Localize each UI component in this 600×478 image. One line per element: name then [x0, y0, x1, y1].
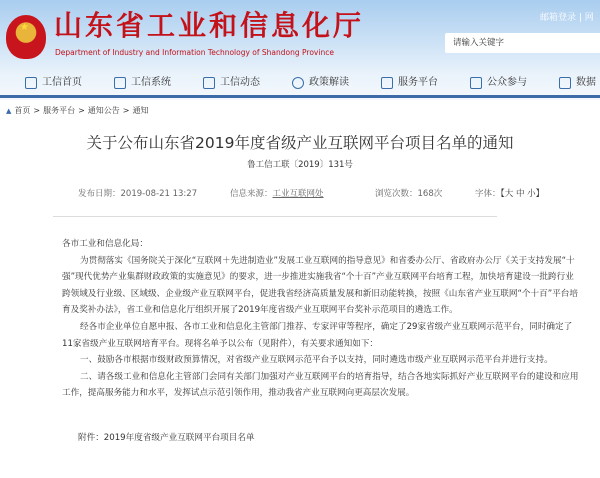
nav-service[interactable] — [381, 77, 438, 89]
font-size-control — [475, 189, 544, 200]
nav-news[interactable] — [203, 77, 260, 89]
paragraph: 经各市企业单位自愿申报、各市工业和信息化主管部门推荐、专家评审等程序，确定了29家省级产业互联网示范平台，同时确定了11家省级产业互联网培育平台。现将名单予以公布（见附件），有关要求通知如下： — [62, 321, 573, 349]
chat-icon — [559, 77, 571, 89]
search-input[interactable]: 请输入关键字 — [445, 33, 600, 53]
source-link[interactable]: 工业互联网处 — [272, 189, 324, 199]
home-icon: ▲ — [6, 107, 12, 115]
paragraph: 二、请各级工业和信息化主管部门会同有关部门加强对产业互联网平台的培育指导，结合各地实际抓好产业互联网平台的建设和应用工作，提高服务能力和水平，发挥试点示范引领作用，推动我省产业互联网向更高层次发展。 — [62, 371, 579, 399]
breadcrumb-notice[interactable]: 通知 — [132, 106, 149, 115]
source-label: 信息来源： — [230, 189, 273, 199]
nav-divider — [0, 95, 600, 98]
nav-system[interactable] — [114, 77, 171, 89]
mail-login-link[interactable]: 邮箱登录 | 网 — [540, 13, 594, 23]
nav-data[interactable] — [559, 77, 596, 89]
view-count: 浏览次数：168次 — [375, 189, 443, 199]
nav-policy[interactable] — [292, 77, 349, 89]
home-icon — [25, 77, 37, 89]
nav-label: 政策解读 — [309, 77, 349, 88]
paragraph: 为贯彻落实《国务院关于深化“互联网＋先进制造业”发展工业互联网的指导意见》和省委办公厅、省政府办公厅《关于支持发展“十强”现代优势产业集群财政政策的实施意见》的要求，进一步推进实施我省“个十百”产业互联网平台培育工程，加快培育建设一批跨行业跨领域及行业级、区域级、企业级产业互联网平台，促进我省经济高质量发展和新旧动能转换，按照《山东省产业互联网“个十百”平台培育及奖补办法》，省工业和信息化厅组织开展了2019年度省级产业互联网平台奖补示范项目的遴选工作。 — [62, 255, 578, 316]
book-icon — [470, 77, 482, 89]
breadcrumb-notices[interactable]: 通知公告 — [87, 106, 120, 115]
info-source — [230, 189, 324, 200]
publish-date: 发布日期：2019-08-21 13:27 — [78, 189, 198, 199]
building-icon — [114, 77, 126, 89]
salutation: 各市工业和信息化局： — [62, 239, 148, 249]
main-nav — [0, 70, 600, 96]
breadcrumb-service[interactable]: 服务平台 — [43, 106, 76, 115]
nav-label: 数据 — [576, 77, 596, 88]
attachment-link[interactable]: 附件：2019年度省级产业互联网平台项目名单 — [78, 432, 255, 443]
document-number: 鲁工信工联〔2019〕131号 — [247, 160, 353, 170]
paragraph: 一、鼓励各市根据市级财政预算情况，对省级产业互联网示范平台予以支持，同时遴选市级产业互联网示范平台并进行支持。 — [80, 355, 553, 366]
nav-label: 工信动态 — [220, 77, 260, 88]
breadcrumb-home[interactable]: 首页 — [14, 106, 31, 115]
font-label: 字体： — [475, 189, 501, 199]
nav-label: 工信系统 — [131, 77, 171, 88]
nav-home[interactable] — [25, 77, 82, 89]
nav-label: 公众参与 — [487, 77, 527, 88]
heart-icon — [292, 77, 304, 89]
nav-public[interactable] — [470, 77, 527, 89]
site-title: 山东省工业和信息化厅 — [54, 9, 365, 42]
article-title: 关于公布山东省2019年度省级产业互联网平台项目名单的通知 — [86, 134, 514, 152]
meta-divider — [53, 216, 497, 217]
font-size-options[interactable]: 【大 中 小】 — [500, 189, 545, 199]
document-icon — [203, 77, 215, 89]
site-header — [0, 0, 600, 100]
national-emblem-logo: ★ — [6, 15, 46, 59]
site-subtitle: Department of Industry and Information Technology of Shandong Province — [55, 48, 334, 57]
chart-icon — [381, 77, 393, 89]
article-body — [62, 236, 580, 444]
nav-label: 工信首页 — [42, 77, 82, 88]
nav-label: 服务平台 — [398, 77, 438, 88]
breadcrumb: ▲ 首页 > 服务平台 > 通知公告 > 通知 — [6, 106, 149, 115]
